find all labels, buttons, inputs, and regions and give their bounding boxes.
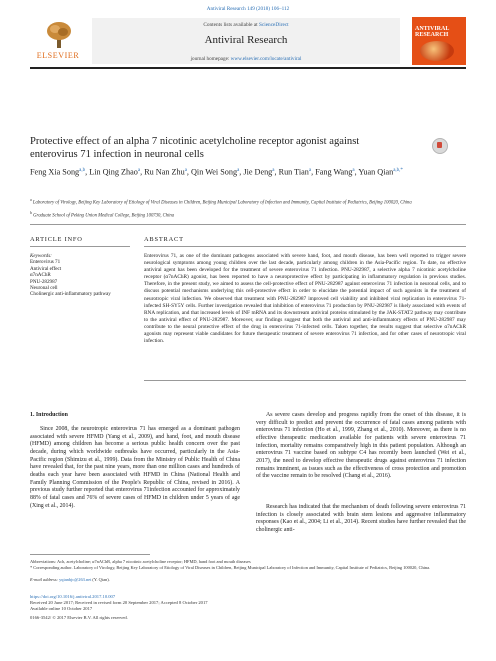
intro-paragraph-3: Research has indicated that the mechanism of death following severe enterovirus 71 infection is closely associated with brain stem lesions and aggressive inflammatory responses (Kao et al., 2004; Li et al., 2014). Recent studies have further revealed that the cholinergic anti-: [256, 504, 466, 533]
article-info-heading: ARTICLE INFO: [30, 236, 83, 243]
journal-cover[interactable]: [412, 17, 466, 65]
introduction-heading: 1. Introduction: [30, 412, 68, 418]
corresponding-author-footnote: * Corresponding author. Laboratory of Virology, Beijing Key Laboratory of Etiology of Viral Diseases in Children, Beijing Municipal Laboratory of Infection and Immunity, Capital Institute of Pediatrics, Beijing 100020, China.: [30, 565, 431, 570]
available-online: Available online 10 October 2017: [30, 606, 93, 611]
intro-paragraph-2: As severe cases develop and progress rapidly from the onset of this disease, it is very difficult to predict and prevent the occurrence of fatal cases among patients with enterovirus 71 infection (Ho et al., 1999, Zhang et al., 2010). Moreover, as there is no effective therapeutic medication available for patients with severe enterovirus 71 infection, mortality remains comparatively high in this patient population. Although an enterovirus 71 vaccine based on subtype C4 has recently been launched (Wei et al., 2017), the need to develop effective therapeutic drugs against enterovirus 71 infection remains imminent, as issues such as the effectiveness of cross protection and promotion of the vaccine remain to be resolved (Chang et al., 2016).: [256, 412, 466, 480]
header-rule: [30, 67, 466, 69]
author-affiliation-mark[interactable]: a: [308, 168, 312, 173]
author-name[interactable]: Feng Xia Song: [30, 167, 80, 177]
keywords-label: Keywords:: [30, 253, 52, 259]
cover-title: ANTIVIRAL RESEARCH: [415, 26, 450, 38]
keyword-item: Antiviral effect: [30, 265, 62, 272]
crossmark-icon[interactable]: [432, 138, 448, 154]
info-rule: [30, 246, 130, 247]
keyword-item: Neuronal cell: [30, 285, 58, 292]
abbreviations-footnote: Abbreviations: Ach, acetylcholine; α7nAChR, alpha 7 nicotinic acetylcholine receptor; HFMD, hand foot and mouth diseases: [30, 559, 251, 564]
affiliation-b: $^b$ Graduate School of Peking Union Medical College, Beijing 100730, China: [30, 211, 175, 219]
keyword-item: Cholinergic anti-inflammatory pathway: [30, 291, 111, 298]
author-affiliation-mark[interactable]: a: [237, 168, 240, 173]
copyright-line: 0166-3542/ © 2017 Elsevier B.V. All rights reserved.: [30, 615, 128, 620]
contents-line: Contents lists available at ScienceDirect: [203, 22, 289, 28]
author-affiliation-mark[interactable]: a: [272, 168, 275, 173]
abstract-rule: [144, 246, 466, 247]
affiliation-a: $^a$ Laboratory of Virology, Beijing Key Laboratory of Etiology of Viral Diseases in Children, Beijing Municipal Laboratory of Infection and Immunity, Capital Institute of Pediatrics, Beijing 100020, China: [30, 198, 412, 206]
keywords-box: [30, 253, 130, 298]
affiliation-rule: [30, 224, 466, 225]
keyword-item: PNU-282987: [30, 278, 58, 285]
abstract-bottom-rule: [144, 380, 466, 381]
elsevier-wordmark: ELSEVIER: [36, 51, 80, 60]
author-name[interactable]: Qin Wei Song: [191, 167, 238, 177]
doi-link[interactable]: https://doi.org/10.1016/j.antiviral.2017.10.007: [30, 594, 116, 599]
footnote-rule: [30, 554, 150, 555]
received-dates: Received 20 June 2017; Received in revised form 20 September 2017; Accepted 8 October 2017: [30, 600, 208, 605]
homepage-link[interactable]: www.elsevier.com/locate/antiviral: [230, 56, 302, 62]
author-name[interactable]: Ru Nan Zhu: [144, 167, 185, 177]
author-list: Feng Xia Song$^{a,b}$, Lin Qing Zhao$^a$, Ru Nan Zhu$^a$, Qin Wei Song$^a$, Jie Deng$^a$, Run Tian$^a$, Fang Wang$^a$, Yuan Qian$^{a,b,*}$: [30, 167, 403, 177]
email-link[interactable]: yqianbjc@263.net: [59, 577, 92, 582]
intro-paragraph-1: Since 2008, the neurotropic enterovirus 71 has emerged as a dominant pathogen associated with severe HFMD (Yang et al., 2009), and hand, foot, and mouth disease (HFMD) among children has become a serious public health concern over the past decade, during which worldwide outbreaks have occurred, particularly in the Asia-Pacific region (Shimizu et al., 1999). Data from the Ministry of Public Health of China have revealed that, for the past nine years, more than one million cases and hundreds of deaths each year have been associated with HFMD in China (National Health and Family Planning Commission of the People's Republic of China, revised in 2016). A previous study further reported that enterovirus 71infection accounted for approximately 88% of fatal cases and 76% of severe cases of HFMD in children under 5 years of age (Xing et al., 2014).: [30, 426, 240, 509]
journal-homepage: journal homepage: www.elsevier.com/locate/antiviral: [190, 56, 302, 62]
author-affiliation-mark[interactable]: a: [137, 168, 141, 173]
abstract-heading: ABSTRACT: [144, 236, 184, 243]
author-name[interactable]: Run Tian: [278, 167, 309, 177]
journal-title: Antiviral Research: [204, 34, 288, 46]
journal-reference[interactable]: Antiviral Research 149 (2018) 106–112: [206, 6, 290, 12]
author-name[interactable]: Jie Deng: [243, 167, 273, 177]
email-footnote: E-mail address: yqianbjc@263.net (Y. Qian).: [30, 577, 110, 582]
author-name[interactable]: Lin Qing Zhao: [89, 167, 138, 177]
author-name[interactable]: Fang Wang: [315, 167, 353, 177]
keyword-item: Enterovirus 71: [30, 259, 61, 266]
article-title: Protective effect of an alpha 7 nicotinic acetylcholine receptor agonist against enterovirus 71 infection in neuronal cells: [30, 136, 360, 160]
author-name[interactable]: Yuan Qian: [358, 167, 394, 177]
author-affiliation-mark[interactable]: a: [352, 168, 355, 173]
cover-art: [420, 41, 454, 61]
author-affiliation-mark[interactable]: a,b: [79, 168, 86, 173]
elsevier-tree-icon: [46, 21, 72, 49]
keyword-item: α7nAChR: [30, 272, 51, 279]
sciencedirect-link[interactable]: ScienceDirect: [258, 22, 289, 28]
author-affiliation-mark[interactable]: a: [184, 168, 187, 173]
journal-masthead: [92, 18, 400, 64]
publisher-logo[interactable]: [30, 18, 86, 64]
author-affiliation-mark[interactable]: a,b,*: [393, 168, 403, 173]
keyword-list: [30, 259, 130, 297]
abstract-text: Enterovirus 71, as one of the dominant pathogens associated with severe hand, foot, and mouth disease, has been well reported to trigger severe neurological symptoms among young children over the last decade, particularly among children in the Asia-Pacific region. To date, no effective antiviral agent has been developed for the treatment of severe enterovirus 71 infection. PNU-282987, a selective alpha 7 nicotinic acetylcholine receptor (α7nAChR) agonist, has been reported to have a neuroprotective effect by participating in inflammatory regulation in previous studies. Therefore, in the present study, we aimed to assess the cell-protective effect of PNU-282987 against enterovirus 71 infection in neuronal cells, and to discuss potential mechanisms underlying this cell-protective effect in order to elucidate the potential impact of such agonists in the treatment of neurotropic viral infection. We observed that treatment with PNU-282987 improved cell viability and inhibited viral replication in enterovirus 71-infected SH-SY5Y cells. Further investigation revealed that inhibition of enterovirus 71 production by PNU-282987 is likely associated with events of RNA replication, and that increased levels of INF mRNA and its downstream antiviral proteins stimulated by the JAK-STAT2 pathway may contribute to the antiviral effect of PNU-282987. Moreover, our findings suggest that both the antiviral and anti-inflammatory effects of PNU-282987 may contribute to the neural protective effect of the drug in enterovirus 71-infected cells. Taken together, the results suggest that selective α7nAChR agonists may represent viable candidates for future therapeutic treatment of severe enterovirus 71 infection, and for other cases of neurotropic viral infection.: [144, 253, 466, 345]
